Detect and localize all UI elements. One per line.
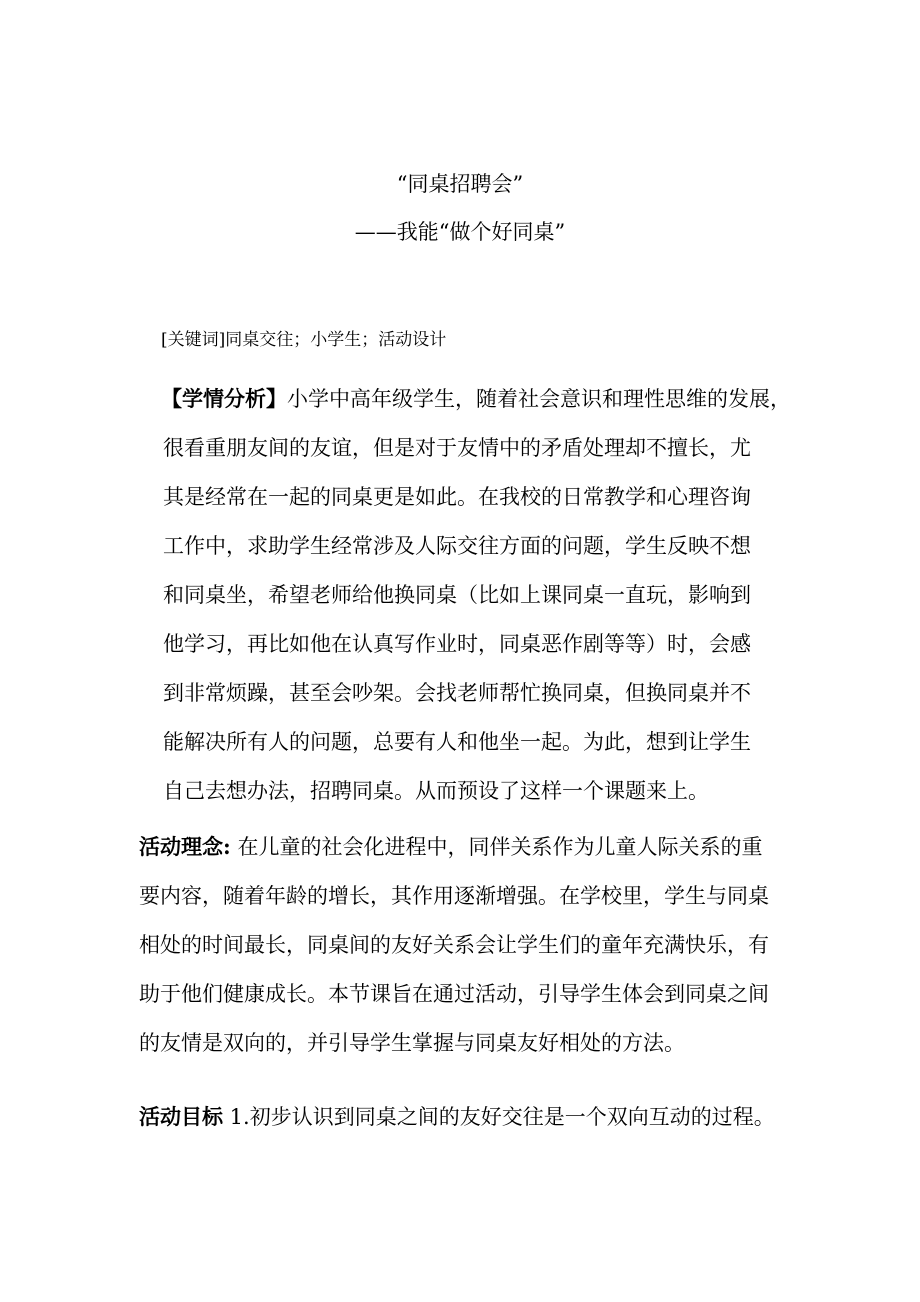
concept-line: 助于他们健康成长。本节课旨在通过活动，引导学生体会到同桌之间	[139, 982, 769, 1006]
goal-section	[139, 1103, 775, 1152]
concept-line: 相处的时间最长，同桌间的友好关系会让学生们的童年充满快乐，有	[139, 933, 769, 957]
concept-line: 要内容，随着年龄的增长，其作用逐渐增强。在学校里，学生与同桌	[139, 884, 769, 908]
analysis-line: 能解决所有人的问题，总要有人和他坐一起。为此，想到让学生	[163, 730, 751, 754]
analysis-section	[161, 385, 791, 826]
document-subtitle: ——我能“做个好同桌”	[354, 220, 566, 244]
concept-section	[139, 833, 769, 1078]
concept-line	[139, 833, 769, 882]
analysis-line: 和同桌坐，希望老师给他换同桌（比如上课同桌一直玩，影响到	[163, 583, 751, 607]
analysis-label: 【学情分析】	[161, 386, 287, 411]
keywords-line: [关键词]同桌交往；小学生；活动设计	[161, 330, 447, 350]
goal-text: 1.初步认识到同桌之间的友好交往是一个双向互动的过程。	[223, 1105, 775, 1129]
goal-line	[139, 1103, 775, 1152]
analysis-line: 自己去想办法，招聘同桌。从而预设了这样一个课题来上。	[163, 779, 709, 803]
concept-text: 在儿童的社会化进程中，同伴关系作为儿童人际关系的重	[230, 835, 763, 859]
analysis-line: 工作中，求助学生经常涉及人际交往方面的问题，学生反映不想	[163, 534, 751, 558]
concept-line: 的友情是双向的，并引导学生掌握与同桌友好相处的方法。	[139, 1031, 685, 1055]
document-title: “同桌招聘会”	[396, 172, 524, 196]
concept-label: 活动理念:	[139, 834, 231, 859]
analysis-line: 其是经常在一起的同桌更是如此。在我校的日常教学和心理咨询	[163, 485, 751, 509]
analysis-line: 他学习，再比如他在认真写作业时，同桌恶作剧等等）时，会感	[163, 632, 751, 656]
analysis-line: 很看重朋友间的友谊，但是对于友情中的矛盾处理却不擅长，尤	[163, 436, 751, 460]
analysis-line: 到非常烦躁，甚至会吵架。会找老师帮忙换同桌，但换同桌并不	[163, 681, 751, 705]
goal-label: 活动目标	[139, 1104, 223, 1129]
analysis-line	[161, 385, 791, 434]
analysis-text: 小学中高年级学生，随着社会意识和理性思维的发展，	[287, 387, 791, 411]
